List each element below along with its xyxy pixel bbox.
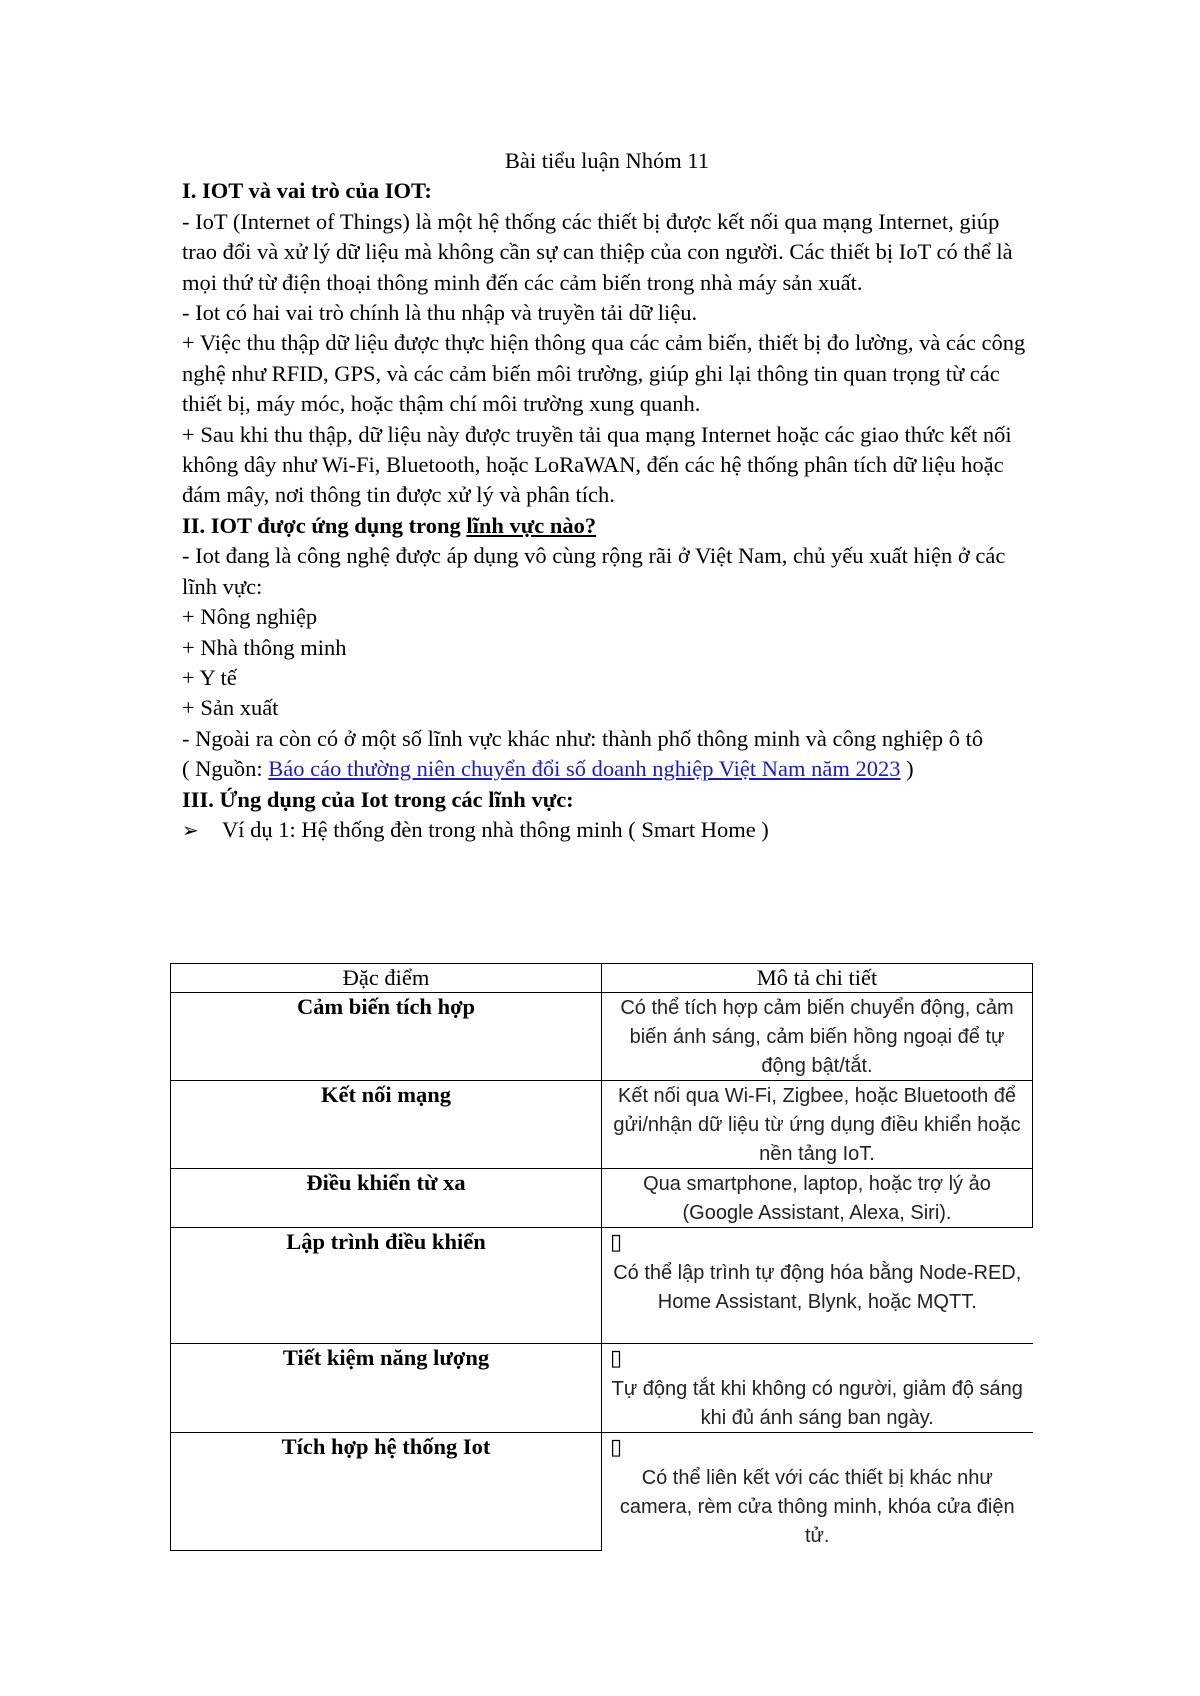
- column-header-feature: Đặc điểm: [171, 964, 602, 993]
- section2-heading-text: II. IOT được ứng dụng trong: [182, 512, 467, 538]
- section2-item: + Nông nghiệp: [182, 604, 318, 630]
- placeholder-box-icon: ▯: [610, 1346, 623, 1371]
- description-text: Có thể liên kết với các thiết bị khác như camera, rèm cửa thông minh, khóa cửa điện tử.: [619, 1467, 1015, 1547]
- example-text: Ví dụ 1: Hệ thống đèn trong nhà thông minh ( Smart Home ): [222, 816, 769, 842]
- table-row: [171, 993, 1033, 1081]
- example-item: [182, 815, 1032, 846]
- source-citation: [182, 754, 1032, 784]
- feature-cell: Điều khiển từ xa: [171, 1169, 602, 1228]
- section3-heading: III. Ứng dụng của Iot trong các lĩnh vực:: [182, 786, 574, 812]
- arrow-bullet-icon: ➢: [182, 819, 199, 842]
- section2-heading-underlined: lĩnh vực nào?: [466, 512, 597, 538]
- section2-heading: [182, 511, 1032, 541]
- section2-item: + Y tế: [182, 664, 237, 690]
- section1-paragraph: - IoT (Internet of Things) là một hệ thống các thiết bị được kết nối qua mạng Internet, giúp trao đổi và xử lý dữ liệu mà không cần sự can thiệp của con người. Các thiết bị IoT có thể là mọi thứ từ điện thoại thông minh đến các cảm biến trong nhà máy sản xuất.: [182, 208, 1013, 295]
- description-cell: [602, 1169, 1033, 1228]
- table-row: [171, 1081, 1033, 1169]
- section1-paragraph: + Việc thu thập dữ liệu được thực hiện thông qua các cảm biến, thiết bị đo lường, và các công nghệ như RFID, GPS, và các cảm biến môi trường, giúp ghi lại thông tin quan trọng từ các thiết bị, máy móc, hoặc thậm chí môi trường xung quanh.: [182, 330, 1026, 417]
- description-text: Có thể lập trình tự động hóa bằng Node-RED, Home Assistant, Blynk, hoặc MQTT.: [613, 1262, 1022, 1313]
- table-row: [171, 1433, 1033, 1551]
- description-cell: [602, 1081, 1033, 1169]
- table-row: [171, 1344, 1033, 1433]
- feature-cell: Lập trình điều khiển: [171, 1228, 602, 1344]
- source-link[interactable]: Báo cáo thường niên chuyển đổi số doanh nghiệp Việt Nam năm 2023: [268, 756, 901, 782]
- description-cell: [602, 993, 1033, 1081]
- document-page: [182, 146, 1032, 846]
- table-row: [171, 1169, 1033, 1228]
- section2-item: + Nhà thông minh: [182, 634, 347, 660]
- feature-cell: Kết nối mạng: [171, 1081, 602, 1169]
- description-cell: [602, 1344, 1033, 1433]
- description-cell: [602, 1228, 1033, 1344]
- table-row: [171, 1228, 1033, 1344]
- document-title: Bài tiểu luận Nhóm 11: [504, 148, 710, 173]
- column-header-description: Mô tả chi tiết: [602, 964, 1033, 993]
- section2-item: + Sản xuất: [182, 695, 279, 721]
- description-text: Qua smartphone, laptop, hoặc trợ lý ảo (Google Assistant, Alexa, Siri).: [643, 1173, 991, 1224]
- section1-heading: I. IOT và vai trò của IOT:: [182, 178, 432, 204]
- section1-paragraph: + Sau khi thu thập, dữ liệu này được truyền tải qua mạng Internet hoặc các giao thức kết nối không dây như Wi-Fi, Bluetooth, hoặc LoRaWAN, đến các hệ thống phân tích dữ liệu hoặc đám mây, nơi thông tin được xử lý và phân tích.: [182, 421, 1012, 508]
- section2-intro: - Iot đang là công nghệ được áp dụng vô cùng rộng rãi ở Việt Nam, chủ yếu xuất hiện ở các lĩnh vực:: [182, 543, 1006, 599]
- feature-cell: Tích hợp hệ thống Iot: [171, 1433, 602, 1551]
- section1-paragraph: - Iot có hai vai trò chính là thu nhập và truyền tải dữ liệu.: [182, 300, 698, 326]
- feature-cell: Tiết kiệm năng lượng: [171, 1344, 602, 1433]
- table-header-row: [171, 964, 1033, 993]
- section2-other: - Ngoài ra còn có ở một số lĩnh vực khác như: thành phố thông minh và công nghiệp ô tô: [182, 725, 984, 751]
- description-text: Tự động tắt khi không có người, giảm độ sáng khi đủ ánh sáng ban ngày.: [611, 1378, 1023, 1429]
- source-prefix: ( Nguồn:: [182, 756, 269, 782]
- description-text: Có thể tích hợp cảm biến chuyển động, cảm biến ánh sáng, cảm biến hồng ngoại để tự động bật/tắt.: [620, 997, 1014, 1077]
- description-text: Kết nối qua Wi-Fi, Zigbee, hoặc Bluetooth để gửi/nhận dữ liệu từ ứng dụng điều khiển hoặc nền tảng IoT.: [613, 1085, 1021, 1165]
- feature-cell: Cảm biến tích hợp: [171, 993, 602, 1081]
- source-suffix: ): [900, 756, 914, 782]
- placeholder-box-icon: ▯: [610, 1230, 623, 1255]
- placeholder-box-icon: ▯: [610, 1435, 623, 1460]
- description-cell: [602, 1433, 1033, 1551]
- feature-table: [170, 963, 1033, 1551]
